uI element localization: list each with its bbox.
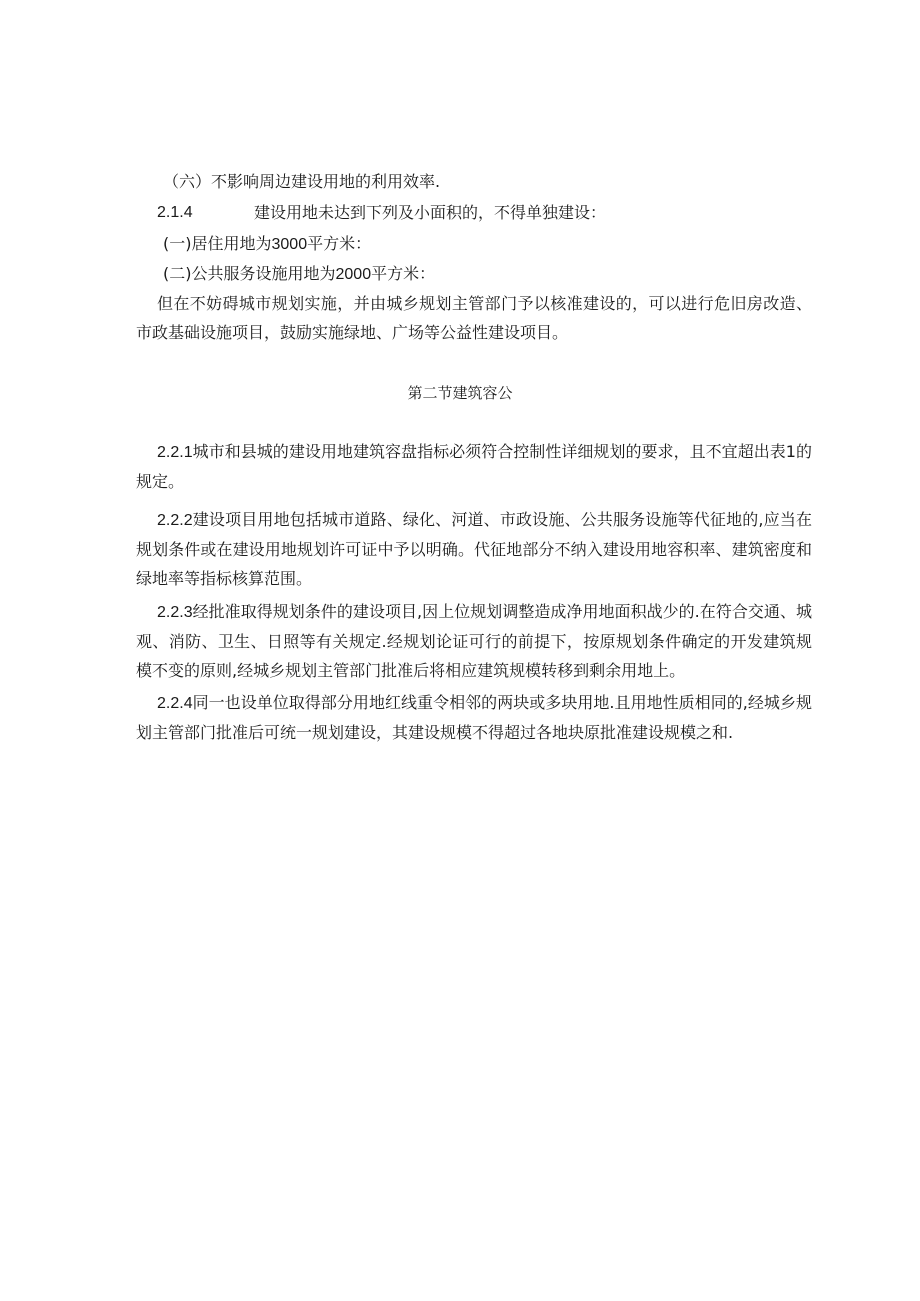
clause-2-2-4-text: 同一也设单位取得部分用地红线重令相邻的两块或多块用地.且用地性质相同的,经城乡规划主管部门批准后可统一规划建设，其建设规模不得超过各地块原批准建设规模之和. xyxy=(136,693,812,742)
sub-item-1 xyxy=(163,233,371,256)
sub-item-2-suffix: 平方米： xyxy=(371,264,436,283)
clause-2-2-2 xyxy=(136,505,812,593)
clause-2-2-4 xyxy=(136,688,812,747)
clause-2-2-3-number: 2.2.3 xyxy=(157,604,193,621)
section-title: 第二节建筑容公 xyxy=(407,384,513,402)
sub-item-2-number: 2000 xyxy=(335,266,372,283)
sub-item-1-suffix: 平方米： xyxy=(307,234,372,253)
clause-2-1-4-text: 建设用地未达到下列及小面积的，不得单独建设： xyxy=(254,203,607,222)
clause-2-2-3-text: 经批准取得规划条件的建设项目,因上位规划调整造成净用地面积战少的.在符合交通、城观、消防、卫生、日照等有关规定.经规划论证可行的前提下，按原规划条件确定的开发建筑规模不变的原则,经城乡规划主管部门批准后将相应建筑规模转移到剩余用地上。 xyxy=(136,602,812,680)
clause-2-2-2-text: 建设项目用地包括城市道路、绿化、河道、市政设施、公共服务设施等代征地的,应当在规划条件或在建设用地规划许可证中予以明确。代征地部分不纳入建设用地容积率、建筑密度和绿地率等指标核算范围。 xyxy=(136,510,812,588)
sub-item-2 xyxy=(163,263,435,286)
clause-2-1-4-number: 2.1.4 xyxy=(157,204,193,221)
clause-2-2-2-number: 2.2.2 xyxy=(157,512,193,529)
item-6-text: （六）不影响周边建设用地的利用效率. xyxy=(163,172,441,191)
paragraph-exception xyxy=(136,289,812,347)
sub-item-1-prefix: (一)居住用地为 xyxy=(163,234,272,253)
clause-2-2-3 xyxy=(136,597,812,685)
clause-2-2-1 xyxy=(136,437,812,496)
clause-2-2-1-text: 城市和县城的建设用地建筑容盘指标必须符合控制性详细规划的要求，且不宜超出表1的规定。 xyxy=(136,442,812,491)
clause-2-2-1-number: 2.2.1 xyxy=(157,444,193,461)
sub-item-1-number: 3000 xyxy=(271,236,308,253)
clause-2-2-4-number: 2.2.4 xyxy=(157,695,193,712)
paragraph-exception-text: 但在不妨碍城市规划实施，并由城乡规划主管部门予以核准建设的，可以进行危旧房改造、市政基础设施项目，鼓励实施绿地、广场等公益性建设项目。 xyxy=(136,294,812,342)
sub-item-2-prefix: (二)公共服务设施用地为 xyxy=(163,264,336,283)
